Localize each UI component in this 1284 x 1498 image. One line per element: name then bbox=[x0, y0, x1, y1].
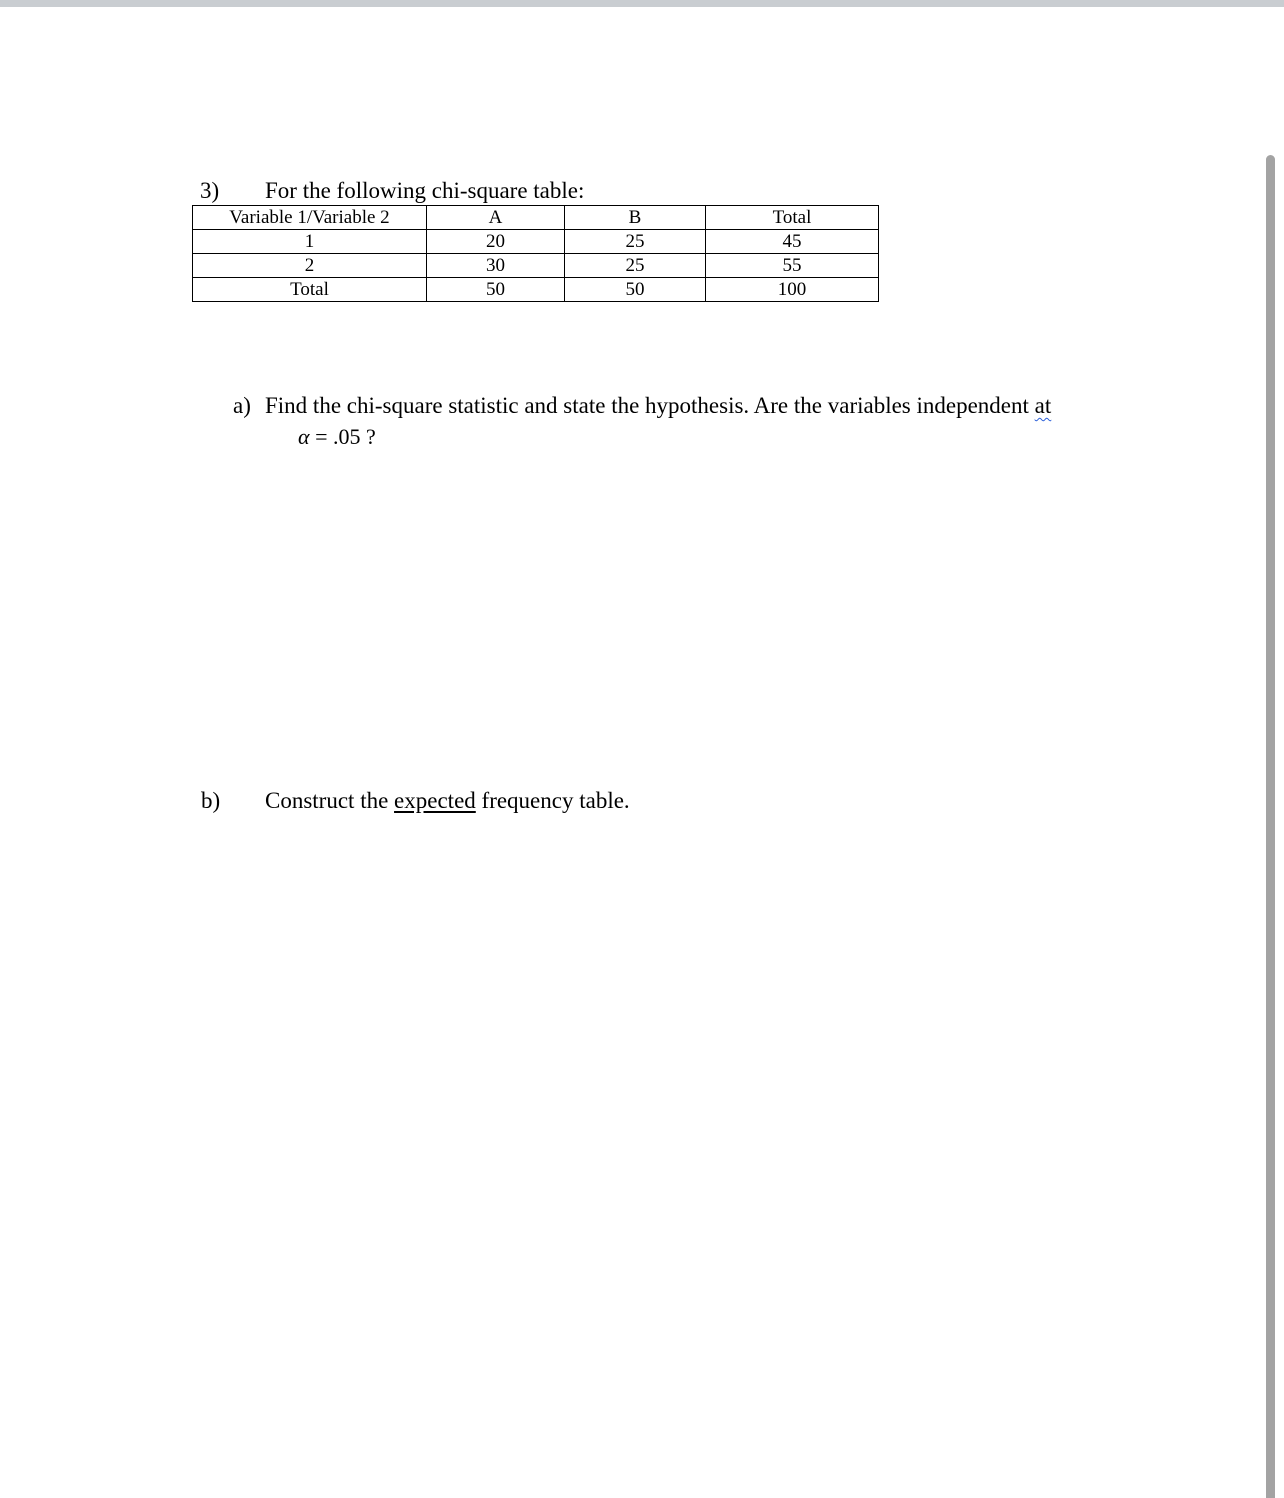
table-cell: 20 bbox=[427, 230, 565, 254]
vertical-scrollbar[interactable] bbox=[1266, 155, 1275, 1498]
table-header-cell: B bbox=[565, 206, 706, 230]
table-row bbox=[193, 230, 879, 254]
part-a-text-end: at bbox=[1034, 393, 1052, 418]
part-b-label: b) bbox=[201, 788, 221, 813]
question-intro: For the following chi-square table: bbox=[265, 178, 585, 203]
table-cell: 25 bbox=[565, 254, 706, 278]
top-toolbar-strip bbox=[0, 0, 1284, 7]
part-a-question bbox=[233, 393, 1051, 419]
alpha-symbol: α bbox=[298, 424, 310, 449]
table-cell: 50 bbox=[427, 278, 565, 302]
part-b-question bbox=[265, 788, 630, 814]
table-cell: 1 bbox=[193, 230, 427, 254]
table-cell: 30 bbox=[427, 254, 565, 278]
table-header-row bbox=[193, 206, 879, 230]
part-a-alpha bbox=[298, 424, 376, 450]
table-cell: 55 bbox=[706, 254, 879, 278]
question-number: 3) bbox=[200, 178, 220, 203]
table-cell: 45 bbox=[706, 230, 879, 254]
table-cell: Total bbox=[193, 278, 427, 302]
table-row bbox=[193, 254, 879, 278]
table-header-cell: Variable 1/Variable 2 bbox=[193, 206, 427, 230]
table-total-row bbox=[193, 278, 879, 302]
table-cell: 100 bbox=[706, 278, 879, 302]
part-b-text-after: frequency table. bbox=[475, 788, 630, 813]
part-b-text-underlined: expected bbox=[394, 788, 476, 813]
part-a-label: a) bbox=[233, 393, 251, 418]
table-cell: 2 bbox=[193, 254, 427, 278]
table-cell: 25 bbox=[565, 230, 706, 254]
chi-square-table bbox=[192, 205, 879, 302]
table-cell: 50 bbox=[565, 278, 706, 302]
part-a-text: Find the chi-square statistic and state the hypothesis. Are the variables independent bbox=[265, 393, 1035, 418]
table-header-cell: A bbox=[427, 206, 565, 230]
table-header-cell: Total bbox=[706, 206, 879, 230]
part-b-text-before: Construct the bbox=[265, 788, 395, 813]
alpha-value: = .05 ? bbox=[309, 424, 376, 449]
